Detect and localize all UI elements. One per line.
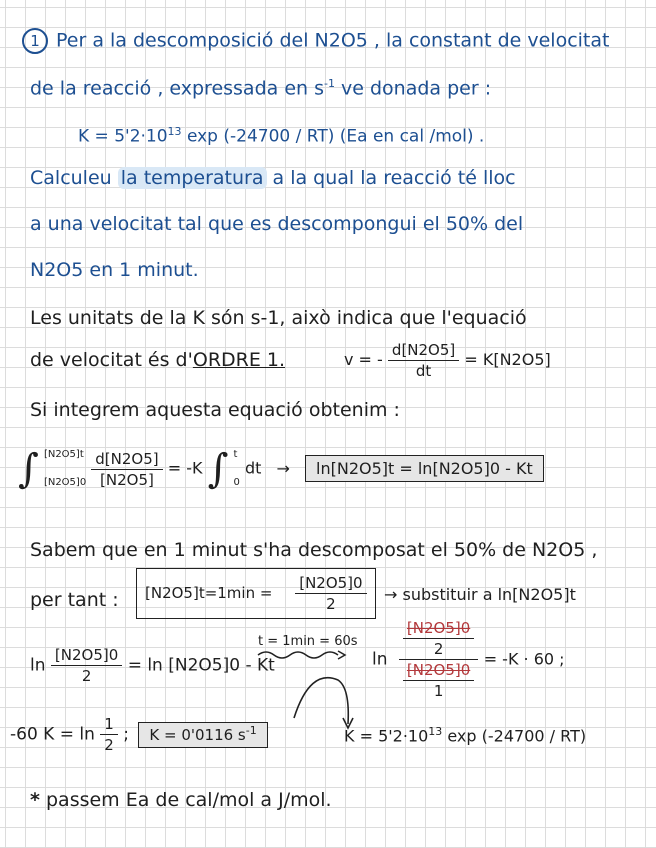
ln-equation: ln $\frac{[N2O5]0}{2}$ = ln [N2O5]0 - Kt — [30, 646, 275, 685]
star-icon: * — [30, 789, 40, 811]
integral-sign: ∫ — [18, 446, 39, 492]
integral-equation: ∫ [N2O5]t [N2O5]0 $\frac{d[N2O5]}{[N2O5]}$ = -K ∫ t 0 dt → ln[N2O5]t = ln[N2O5]0 - Kt — [18, 448, 544, 490]
half-concentration-box: [N2O5]t=1min = $\frac{[N2O5]0}{2}$ — [136, 568, 376, 619]
integrate-line: Si integrem aquesta equació obtenim : — [30, 399, 400, 421]
problem-number: 1 — [22, 28, 48, 54]
squiggle-arrow-icon — [256, 646, 348, 662]
units-line: Les unitats de la K són s-1, això indica que l'equació — [30, 307, 527, 329]
integrated-result-box: ln[N2O5]t = ln[N2O5]0 - Kt — [305, 455, 544, 482]
rate-equation: v = - $\frac{d[N2O5]}{dt}$ = K[N2O5] — [344, 341, 551, 380]
note-line: * passem Ea de cal/mol a J/mol. — [30, 789, 332, 811]
k-formula-repeat: $K = 5'2\cdot 10^{13}$ exp (-24700 / RT) — [344, 725, 587, 746]
integral-sign-2: ∫ — [207, 446, 229, 492]
half-line: Sabem que en 1 minut s'ha descomposat el 50% de N2O5 , — [30, 539, 598, 561]
problem-line-6: N2O5 en 1 minut. — [30, 259, 199, 281]
k-formula: $K = 5'2\cdot 10^{13}$ exp (-24700 / RT) (Ea en cal /mol) . — [78, 125, 485, 147]
order-line: de velocitat és d'ORDRE 1. — [30, 349, 286, 371]
ln-substituted: ln $\frac{\frac{[N2O5]0}{2}}{\frac{[N2O5]0}{1}}$ = -K · 60 ; — [372, 619, 565, 700]
time-label: t = 1min = 60s — [258, 634, 358, 649]
order-underlined: ORDRE 1. — [192, 349, 286, 371]
problem-line-4: Calculeu la temperatura a la qual la reacció té lloc — [30, 167, 516, 189]
final-equation: -60 K = ln $\frac{1}{2}$ ; K = 0'0116 $s^{-1}$ — [10, 714, 268, 755]
arrow-icon: → — [276, 458, 290, 478]
problem-line-1: 1 Per a la descomposició del N2O5 , la constant de velocitat — [22, 28, 609, 54]
substitute-note: → substituir a ln[N2O5]t — [384, 585, 576, 604]
per-tant-line: per tant : — [30, 589, 119, 611]
k-result-box: K = 0'0116 $s^{-1}$ — [138, 722, 267, 748]
highlighted-temperature: la temperatura — [118, 167, 267, 189]
problem-line-5: a una velocitat tal que es descompongui el 50% del — [30, 213, 524, 235]
problem-line-2: de la reacció , expressada en $s^{-1}$ ve donada per : — [30, 77, 492, 100]
